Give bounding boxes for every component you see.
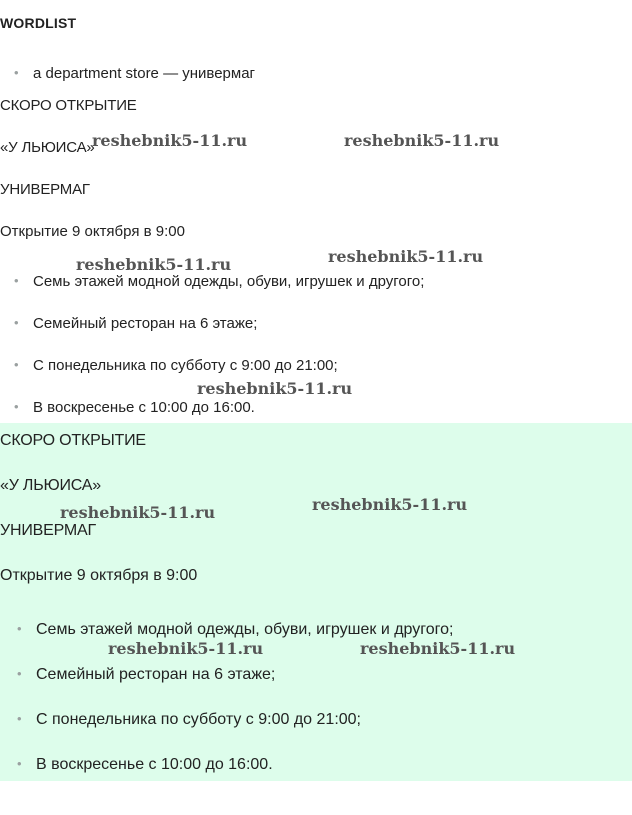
watermark: reshebnik5-11.ru <box>197 379 353 398</box>
ad1-coming-soon: СКОРО ОТКРЫТИЕ <box>0 97 137 114</box>
watermark: reshebnik5-11.ru <box>360 639 516 658</box>
ad2-store-type: УНИВЕРМАГ <box>0 522 96 539</box>
ad1-store-name: «У ЛЬЮИСА» <box>0 139 95 156</box>
watermark: reshebnik5-11.ru <box>76 255 232 274</box>
watermark: reshebnik5-11.ru <box>60 503 216 522</box>
ad2-store-name: «У ЛЬЮИСА» <box>0 477 101 494</box>
ad2-coming-soon: СКОРО ОТКРЫТИЕ <box>0 432 146 449</box>
ad2-feature-item: • В воскресенье с 10:00 до 16:00. <box>0 756 273 774</box>
ad1-feature-item: • Семейный ресторан на 6 этаже; <box>0 315 257 332</box>
wordlist-title: WORDLIST <box>0 15 77 31</box>
ad2-feature-item: • Семейный ресторан на 6 этаже; <box>0 666 275 684</box>
watermark: reshebnik5-11.ru <box>92 131 248 150</box>
wordlist-item: • a department store — универмаг <box>0 65 255 82</box>
watermark: reshebnik5-11.ru <box>344 131 500 150</box>
ad2-feature-item: • Семь этажей модной одежды, обуви, игрушек и другого; <box>0 621 453 639</box>
ad1-opening-date: Открытие 9 октября в 9:00 <box>0 223 185 240</box>
ad1-feature-item: • С понедельника по субботу с 9:00 до 21:00; <box>0 357 338 374</box>
ad2-highlight-box <box>0 423 632 781</box>
ad1-feature-item: • В воскресенье с 10:00 до 16:00. <box>0 399 255 416</box>
ad2-opening-date: Открытие 9 октября в 9:00 <box>0 567 198 584</box>
ad1-feature-item: • Семь этажей модной одежды, обуви, игрушек и другого; <box>0 273 424 290</box>
watermark: reshebnik5-11.ru <box>108 639 264 658</box>
ad1-store-type: УНИВЕРМАГ <box>0 181 90 198</box>
watermark: reshebnik5-11.ru <box>328 247 484 266</box>
watermark: reshebnik5-11.ru <box>312 495 468 514</box>
ad2-feature-item: • С понедельника по субботу с 9:00 до 21:00; <box>0 711 361 729</box>
